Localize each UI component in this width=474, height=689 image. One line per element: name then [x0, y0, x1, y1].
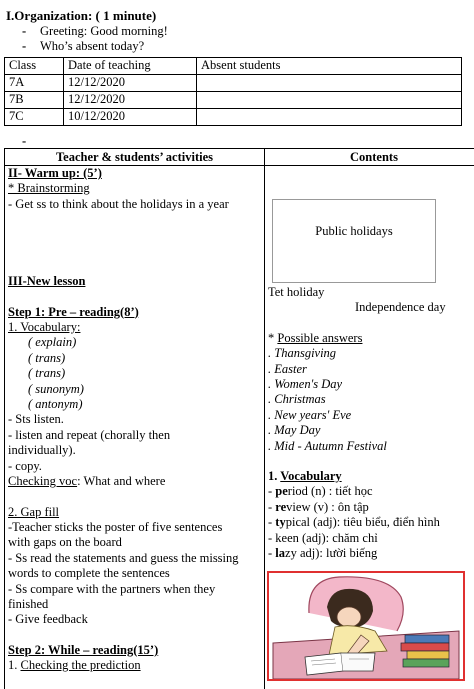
answer-item: . Women's Day: [268, 377, 343, 392]
activity-line: - Ss compare with the partners when they: [8, 581, 216, 596]
public-holidays-label: Public holidays: [315, 224, 393, 238]
vocabulary-title: Vocabulary: [280, 469, 342, 484]
answer-item: . New years' Eve: [268, 407, 352, 422]
answer-item: . Mid - Autumn Festival: [268, 438, 387, 453]
vocab-stress: la: [275, 546, 286, 561]
checking-prediction-number: 1.: [8, 658, 21, 673]
vocab-item: - period (n) : tiết học: [268, 484, 373, 499]
activity-line: - Sts listen.: [8, 412, 64, 427]
brainstorm-label: * Brainstorming: [8, 181, 90, 196]
vocab-stress: ty: [275, 515, 286, 530]
table-row: [5, 58, 462, 75]
activity-line: - copy.: [8, 458, 42, 473]
answer-item: . Thansgiving: [268, 346, 337, 361]
studying-girl-illustration: [267, 571, 465, 681]
gapfill-title: 2. Gap fill: [8, 504, 60, 519]
table-cell: 12/12/2020: [64, 75, 197, 92]
vocab-item: - typical (adj): tiêu biểu, điển hình: [268, 515, 440, 530]
possible-answers-star: *: [268, 330, 278, 345]
table-row: [5, 75, 462, 92]
organization-list: [22, 24, 168, 54]
table-cell: [197, 75, 462, 92]
vocab-item: - lazy adj): lười biếng: [268, 546, 378, 561]
stray-dash: -: [22, 134, 27, 148]
table-cell: 10/12/2020: [64, 109, 197, 126]
table-row: [5, 92, 462, 109]
attendance-table: [4, 57, 462, 126]
tet-holiday-label: Tet holiday: [268, 285, 325, 299]
organization-item: - Who’s absent today?: [22, 39, 168, 54]
activity-line: with gaps on the board: [8, 535, 122, 550]
technique-item: ( explain): [28, 335, 77, 350]
answer-item: . May Day: [268, 423, 321, 438]
answer-item: . Christmas: [268, 392, 326, 407]
table-cell: 7B: [5, 92, 64, 109]
table-cell: 12/12/2020: [64, 92, 197, 109]
checking-prediction-label: Checking the prediction: [20, 658, 141, 673]
activity-line: - listen and repeat (chorally then: [8, 427, 171, 442]
vocab-rest: riod (n) : tiết học: [287, 484, 373, 499]
studying-girl-drawing: [269, 573, 463, 679]
independence-day-label: Independence day: [355, 300, 446, 315]
header-contents: Contents: [350, 150, 398, 164]
activity-line: - Ss read the statements and guess the missing: [8, 550, 239, 565]
table-row: [5, 109, 462, 126]
technique-item: ( trans): [28, 366, 66, 381]
checking-voc-rest: : What and where: [77, 474, 166, 489]
vocabulary-heading: [268, 469, 446, 484]
checking-prediction-line: [8, 658, 239, 673]
organization-title: I.Organization: ( 1 minute): [6, 8, 157, 23]
table-cell: [197, 92, 462, 109]
warmup-instruction: - Get ss to think about the holidays in a year: [8, 196, 229, 211]
vocab-rest: pical (adj): tiêu biểu, điển hình: [285, 515, 440, 530]
vocab-stress: pe: [275, 484, 288, 499]
table-cell: 7A: [5, 75, 64, 92]
activity-line: -Teacher sticks the poster of five sentences: [8, 519, 223, 534]
vocab-rest: keen (adj): chăm chỉ: [275, 530, 378, 545]
vocab-item: - review (v) : ôn tập: [268, 499, 369, 514]
table-cell: [197, 109, 462, 126]
technique-item: ( sunonym): [28, 381, 84, 396]
table-header-class: Class: [5, 58, 64, 75]
warmup-title: II- Warm up: (5’): [8, 166, 102, 180]
possible-answers-line: [268, 331, 446, 346]
table-header-date: Date of teaching: [64, 58, 197, 75]
activity-line: - Give feedback: [8, 612, 88, 627]
possible-answers-title: Possible answers: [277, 330, 363, 345]
technique-item: ( antonym): [28, 397, 83, 412]
table-header-absent: Absent students: [197, 58, 462, 75]
vocab-stress: re: [275, 499, 287, 514]
activity-line: words to complete the sentences: [8, 566, 170, 581]
organization-item: - Greeting: Good morning!: [22, 24, 168, 39]
vocabulary-number: 1.: [268, 469, 281, 484]
vocab-title: 1. Vocabulary:: [8, 320, 81, 335]
contents-column: [268, 166, 446, 562]
column-divider: [264, 149, 265, 689]
vocab-rest: zy adj): lười biếng: [285, 546, 378, 561]
vocab-rest: view (v) : ôn tập: [286, 499, 369, 514]
activity-line: finished: [8, 596, 49, 611]
technique-item: ( trans): [28, 350, 66, 365]
answer-item: . Easter: [268, 361, 307, 376]
table-cell: 7C: [5, 109, 64, 126]
vocab-item: - keen (adj): chăm chỉ: [268, 530, 378, 545]
step1-title: Step 1: Pre – reading(8’): [8, 304, 139, 319]
activity-line: individually).: [8, 443, 76, 458]
header-activities: Teacher & students’ activities: [55, 150, 214, 164]
checking-voc-line: [8, 474, 239, 489]
checking-voc-label: Checking voc: [8, 474, 78, 489]
step2-title: Step 2: While – reading(15’): [8, 642, 159, 657]
new-lesson-title: III-New lesson: [8, 274, 86, 289]
activities-column: [8, 166, 239, 674]
